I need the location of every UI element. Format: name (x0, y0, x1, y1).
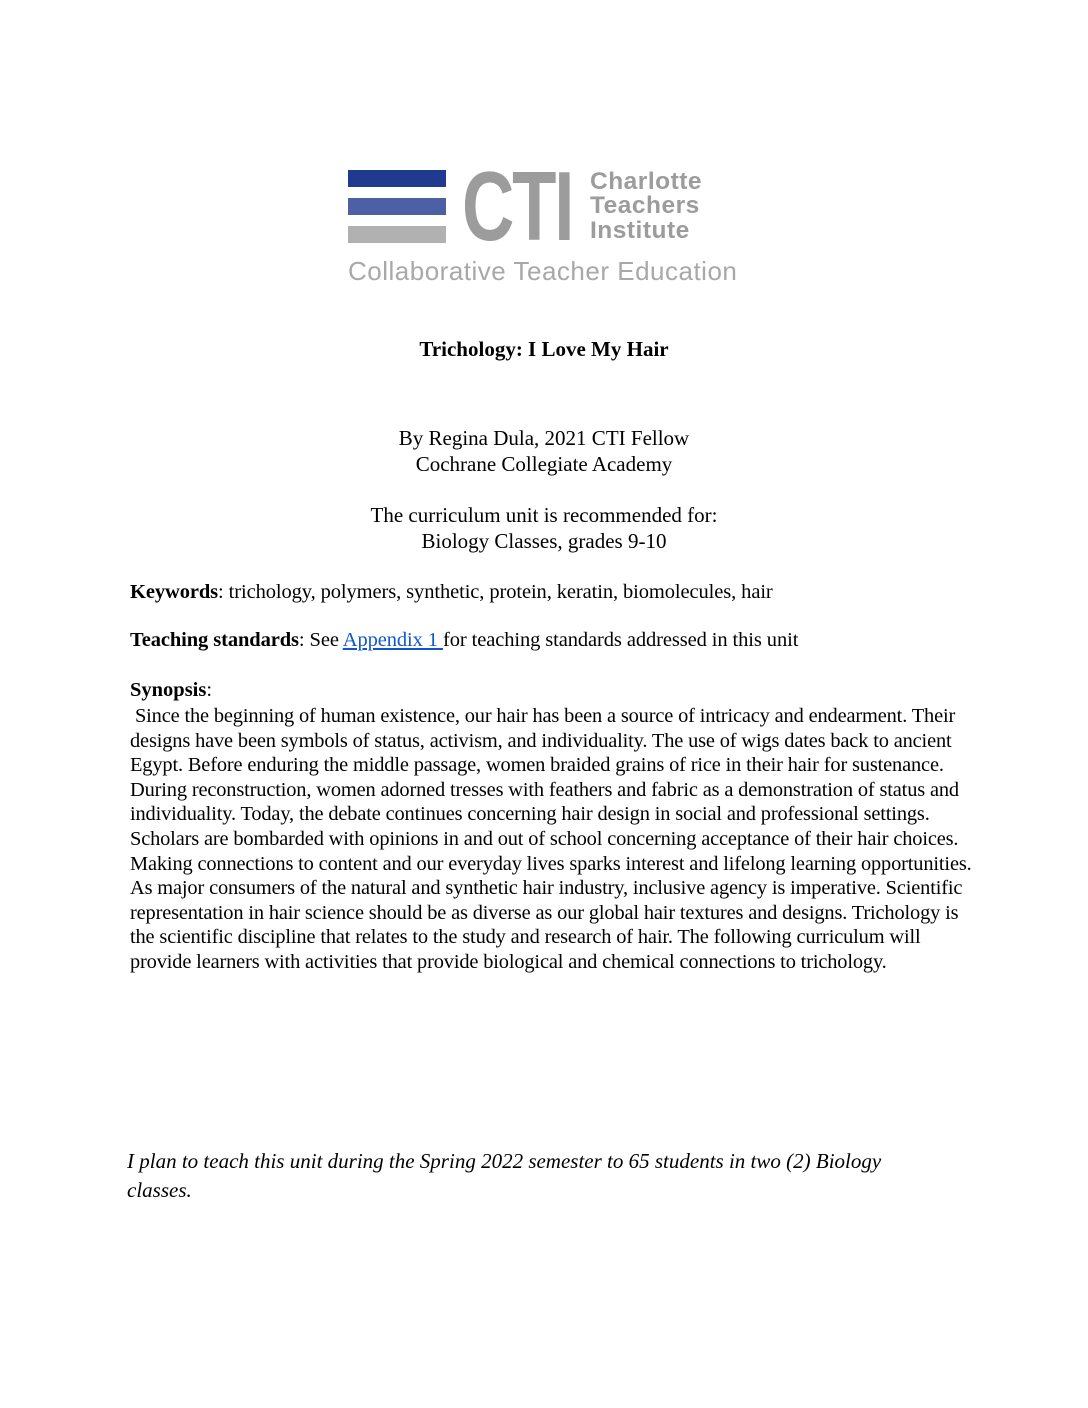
recommendation-block (0, 502, 1088, 554)
keywords-label: Keywords (130, 581, 219, 603)
teaching-plan-note: I plan to teach this unit during the Spring 2022 semester to 65 students in two (2) Biology classes. (127, 1149, 882, 1202)
logo-row (348, 151, 737, 261)
recommendation-line-2: Biology Classes, grades 9-10 (421, 529, 667, 553)
synopsis-paragraph: Since the beginning of human existence, our hair has been a source of intricacy and endearment. Their designs have been symbols of status, activism, and individuality. The use of wigs dates back to ancient Egypt. Before enduring the middle passage, women braided grains of rice in their hair for sustenance. During reconstruction, women adorned tresses with feathers and fabric as a demonstration of status and individuality. Today, the debate continues concerning hair design in social and professional settings. Scholars are bombarded with opinions in and out of school concerning acceptance of their hair choices. Making connections to content and our everyday lives sparks interest and lifelong learning opportunities. As major consumers of the natural and synthetic hair industry, inclusive agency is imperative. Scientific representation in hair science should be as diverse as our global hair textures and designs. Trichology is the scientific discipline that relates to the study and research of hair. The following curriculum will provide learners with activities that provide biological and chemical connections to trichology. (130, 705, 976, 973)
logo-tagline: Collaborative Teacher Education (348, 256, 738, 286)
logo-bar-middle (348, 198, 446, 215)
keywords-line (130, 580, 970, 605)
page-title: Trichology: I Love My Hair (419, 337, 669, 361)
keywords-value: : trichology, polymers, synthetic, protein, keratin, biomolecules, hair (218, 581, 773, 603)
standards-prefix: : See (298, 629, 343, 651)
logo-bars-icon (348, 170, 446, 243)
school-name: Cochrane Collegiate Academy (415, 452, 673, 476)
teaching-standards-line (130, 628, 970, 653)
recommendation-line-1: The curriculum unit is recommended for: (370, 503, 718, 527)
appendix-1-link[interactable]: Appendix 1 (342, 629, 443, 651)
synopsis-colon: : (206, 679, 213, 701)
byline-block (0, 425, 1088, 477)
synopsis-heading (130, 678, 212, 703)
logo-bar-top (348, 170, 446, 187)
logo-bar-bottom (348, 226, 446, 243)
synopsis-label: Synopsis (130, 679, 207, 701)
logo-name-line-3: Institute (590, 216, 690, 244)
standards-label: Teaching standards (130, 629, 299, 651)
logo-acronym-box (462, 151, 575, 261)
standards-suffix: for teaching standards addressed in this unit (442, 629, 799, 651)
logo-name-line-1: Charlotte (590, 168, 703, 195)
logo-acronym: CTI (462, 151, 573, 261)
logo-org-name (590, 170, 702, 243)
cti-logo (348, 151, 738, 286)
author-byline: By Regina Dula, 2021 CTI Fellow (398, 426, 690, 450)
logo-name-line-2: Teachers (590, 192, 700, 220)
